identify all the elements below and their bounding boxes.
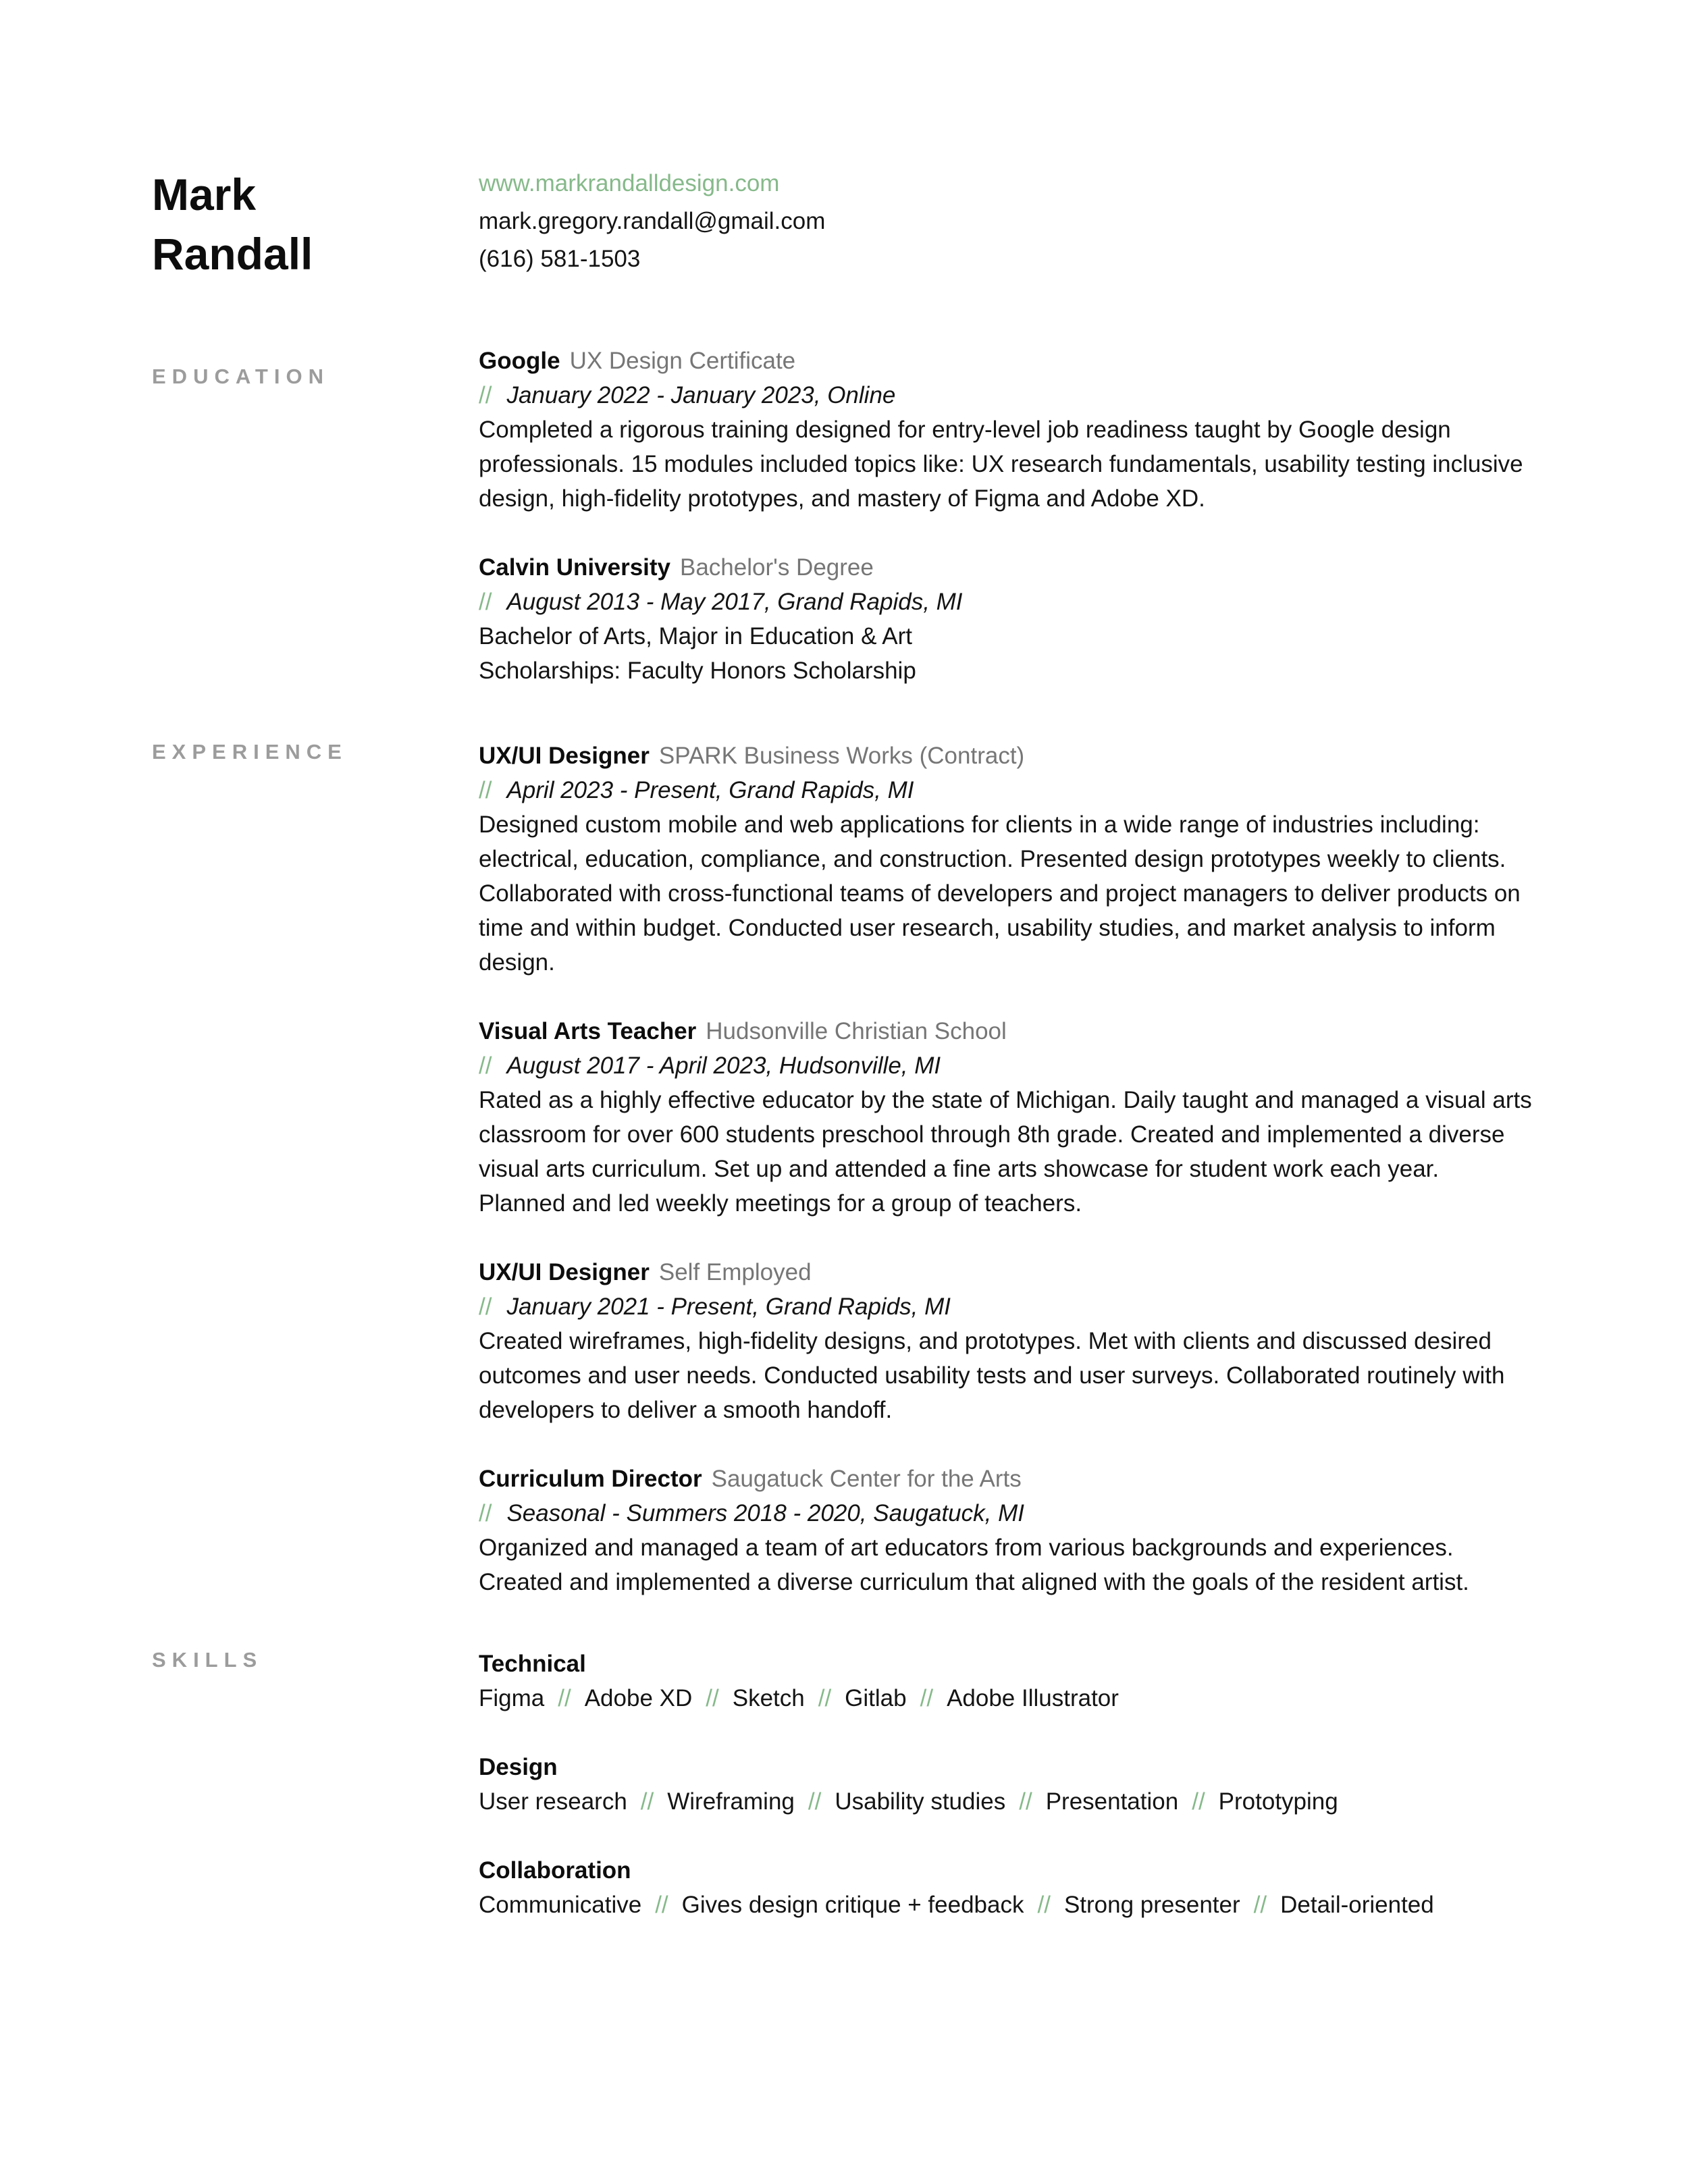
- experience-section: [479, 739, 1532, 1599]
- entry-dates-text: August 2017 - April 2023, Hudsonville, MI: [506, 1053, 941, 1079]
- job-title: Curriculum Director: [479, 1466, 702, 1492]
- candidate-name: [152, 165, 449, 284]
- email-address: mark.gregory.randall@gmail.com: [479, 208, 826, 234]
- skill-item: Adobe Illustrator: [947, 1685, 1119, 1711]
- skill-item: Detail-oriented: [1280, 1892, 1434, 1918]
- experience-label: EXPERIENCE: [152, 740, 348, 764]
- separator-mark: //: [479, 1053, 492, 1079]
- skill-item: Adobe XD: [584, 1685, 693, 1711]
- entry-header: [479, 1462, 1532, 1496]
- entry-dates: [479, 773, 1532, 807]
- skill-item: Communicative: [479, 1892, 642, 1918]
- skill-group-heading: Technical: [479, 1651, 586, 1677]
- skill-item: Figma: [479, 1685, 545, 1711]
- skill-item: Gitlab: [845, 1685, 907, 1711]
- separator-mark: //: [479, 1294, 492, 1320]
- employer: SPARK Business Works (Contract): [658, 743, 1025, 769]
- job-title: UX/UI Designer: [479, 743, 650, 769]
- entry-header: [479, 739, 1532, 773]
- separator-mark: //: [1019, 1788, 1032, 1815]
- separator-mark: //: [479, 382, 492, 408]
- education-section: [479, 344, 1532, 688]
- separator-mark: //: [558, 1685, 571, 1711]
- separator-mark: //: [640, 1788, 654, 1815]
- skill-item: Prototyping: [1218, 1788, 1338, 1815]
- first-name: Mark: [152, 169, 257, 219]
- experience-entry: [479, 739, 1532, 980]
- separator-mark: //: [1192, 1788, 1205, 1815]
- entry-header: [479, 550, 1532, 585]
- separator-mark: //: [920, 1685, 934, 1711]
- entry-subtitle: Bachelor's Degree: [680, 554, 874, 581]
- skill-group-heading: Design: [479, 1754, 558, 1780]
- skill-group-technical: [479, 1647, 1532, 1715]
- entry-dates: [479, 378, 1532, 412]
- entry-description: Designed custom mobile and web applications for clients in a wide range of industries including: electrical, education, compliance, and construction. Presented design prototypes weekly to clients. Collaborated with cross-functional teams of developers and project managers to deliver products on time and within budget. Conducted user research, usability studies, and market analysis to inform design.: [479, 811, 1521, 976]
- skill-group-design: [479, 1750, 1532, 1819]
- employer: Saugatuck Center for the Arts: [711, 1466, 1022, 1492]
- separator-mark: //: [479, 777, 492, 803]
- entry-description-line: Scholarships: Faculty Honors Scholarship: [479, 658, 916, 684]
- entry-dates: [479, 1496, 1532, 1530]
- separator-mark: //: [479, 1500, 492, 1526]
- skill-group-collaboration: [479, 1853, 1532, 1922]
- entry-dates-text: April 2023 - Present, Grand Rapids, MI: [506, 777, 914, 803]
- skill-item: Sketch: [732, 1685, 805, 1711]
- employer: Self Employed: [658, 1259, 812, 1285]
- experience-entry: [479, 1014, 1532, 1221]
- separator-mark: //: [479, 589, 492, 615]
- entry-dates: [479, 1048, 1532, 1083]
- last-name: Randall: [152, 229, 313, 279]
- entry-subtitle: UX Design Certificate: [569, 348, 796, 374]
- entry-dates-text: January 2022 - January 2023, Online: [506, 382, 896, 408]
- skill-item: Gives design critique + feedback: [681, 1892, 1024, 1918]
- entry-dates-text: Seasonal - Summers 2018 - 2020, Saugatuck, MI: [506, 1500, 1024, 1526]
- separator-mark: //: [655, 1892, 668, 1918]
- experience-entry: [479, 1462, 1532, 1599]
- separator-mark: //: [818, 1685, 832, 1711]
- separator-mark: //: [706, 1685, 719, 1711]
- skills-label: SKILLS: [152, 1648, 263, 1672]
- skill-item: Usability studies: [835, 1788, 1006, 1815]
- entry-header: [479, 1255, 1532, 1289]
- experience-entry: [479, 1255, 1532, 1427]
- entry-description-line: Bachelor of Arts, Major in Education & Art: [479, 623, 912, 649]
- entry-dates-text: January 2021 - Present, Grand Rapids, MI: [506, 1294, 951, 1320]
- separator-mark: //: [1253, 1892, 1267, 1918]
- skill-group-heading: Collaboration: [479, 1857, 631, 1884]
- website-link[interactable]: www.markrandalldesign.com: [479, 170, 780, 196]
- entry-description: Created wireframes, high-fidelity designs, and prototypes. Met with clients and discussed desired outcomes and user needs. Conducted usability tests and user surveys. Collaborated routinely with developers to deliver a smooth handoff.: [479, 1328, 1505, 1423]
- skill-item: Presentation: [1045, 1788, 1179, 1815]
- skill-item: Strong presenter: [1063, 1892, 1240, 1918]
- entry-dates-text: August 2013 - May 2017, Grand Rapids, MI: [506, 589, 963, 615]
- entry-dates: [479, 585, 1532, 619]
- entry-header: [479, 344, 1532, 378]
- separator-mark: //: [1037, 1892, 1051, 1918]
- entry-description: Organized and managed a team of art educators from various backgrounds and experiences. Created and implemented a diverse curriculum that aligned with the goals of the resident artist.: [479, 1535, 1469, 1595]
- entry-title: Google: [479, 348, 560, 374]
- job-title: UX/UI Designer: [479, 1259, 650, 1285]
- entry-description: Rated as a highly effective educator by the state of Michigan. Daily taught and managed a visual arts classroom for over 600 students preschool through 8th grade. Created and implemented a diverse visual arts curriculum. Set up and attended a fine arts showcase for student work each year. Planned and led weekly meetings for a group of teachers.: [479, 1087, 1532, 1217]
- skill-item: Wireframing: [667, 1788, 795, 1815]
- education-entry: [479, 344, 1532, 516]
- education-label: EDUCATION: [152, 365, 329, 388]
- skill-item: User research: [479, 1788, 627, 1815]
- contact-block: [479, 165, 825, 278]
- education-entry: [479, 550, 1532, 688]
- entry-title: Calvin University: [479, 554, 670, 581]
- skill-list: [479, 1888, 1532, 1922]
- phone-number: (616) 581-1503: [479, 246, 641, 272]
- entry-dates: [479, 1289, 1532, 1324]
- entry-description: Completed a rigorous training designed for entry-level job readiness taught by Google design professionals. 15 modules included topics like: UX research fundamentals, usability testing inclusive design, high-fidelity prototypes, and mastery of Figma and Adobe XD.: [479, 417, 1523, 512]
- skills-section: [479, 1647, 1532, 1922]
- entry-header: [479, 1014, 1532, 1048]
- skill-list: [479, 1784, 1532, 1819]
- job-title: Visual Arts Teacher: [479, 1018, 697, 1044]
- employer: Hudsonville Christian School: [706, 1018, 1007, 1044]
- separator-mark: //: [808, 1788, 822, 1815]
- skill-list: [479, 1681, 1532, 1715]
